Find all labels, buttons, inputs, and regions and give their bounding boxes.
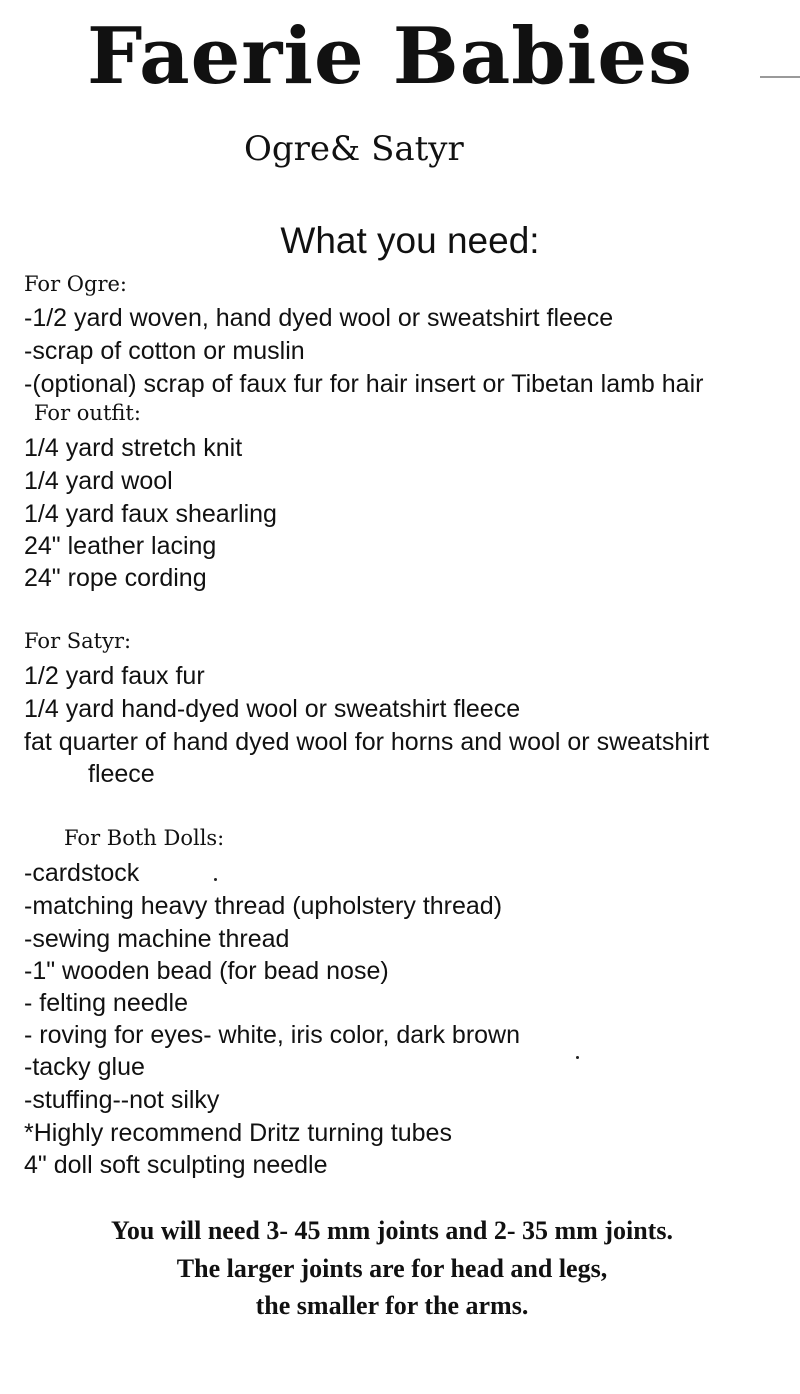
satyr-heading: For Satyr: bbox=[24, 629, 132, 653]
list-item: -scrap of cotton or muslin bbox=[24, 337, 305, 365]
list-item: -1" wooden bead (for bead nose) bbox=[24, 957, 389, 985]
list-item: 4" doll soft sculpting needle bbox=[24, 1151, 328, 1179]
page-subtitle: Ogre& Satyr bbox=[244, 129, 464, 169]
list-item: fat quarter of hand dyed wool for horns and wool or sweatshirt bbox=[24, 728, 710, 756]
list-item: -cardstock bbox=[24, 859, 140, 887]
section-heading: What you need: bbox=[280, 220, 540, 261]
list-item: -(optional) scrap of faux fur for hair insert or Tibetan lamb hair bbox=[24, 370, 704, 398]
footer-note-line-2: The larger joints are for head and legs, bbox=[176, 1254, 608, 1283]
list-item: 1/2 yard faux fur bbox=[24, 662, 205, 690]
list-item-continuation: fleece bbox=[88, 760, 155, 788]
ogre-heading: For Ogre: bbox=[24, 272, 127, 296]
both-dolls-heading: For Both Dolls: bbox=[64, 826, 225, 850]
list-item: 1/4 yard hand-dyed wool or sweatshirt fleece bbox=[24, 695, 521, 723]
list-item: -matching heavy thread (upholstery thread) bbox=[24, 892, 503, 920]
outfit-heading: For outfit: bbox=[34, 401, 141, 425]
page-title: Faerie Babies bbox=[87, 11, 693, 102]
scan-mark bbox=[760, 76, 800, 78]
list-item: 1/4 yard stretch knit bbox=[24, 434, 243, 462]
list-item: -tacky glue bbox=[24, 1053, 145, 1081]
list-item: 24" rope cording bbox=[24, 564, 207, 592]
scan-speck bbox=[214, 878, 217, 881]
footer-note-line-1: You will need 3- 45 mm joints and 2- 35 mm joints. bbox=[111, 1216, 673, 1245]
scan-speck bbox=[576, 1056, 579, 1059]
footer-note-line-3: the smaller for the arms. bbox=[255, 1291, 529, 1320]
list-item: 1/4 yard wool bbox=[24, 467, 173, 495]
list-item: *Highly recommend Dritz turning tubes bbox=[24, 1119, 452, 1147]
list-item: 24" leather lacing bbox=[24, 532, 217, 560]
list-item: -stuffing--not silky bbox=[24, 1086, 220, 1114]
list-item: - felting needle bbox=[24, 989, 189, 1017]
list-item: -sewing machine thread bbox=[24, 925, 290, 953]
list-item: -1/2 yard woven, hand dyed wool or sweatshirt fleece bbox=[24, 304, 614, 332]
list-item: 1/4 yard faux shearling bbox=[24, 500, 277, 528]
list-item: - roving for eyes- white, iris color, dark brown bbox=[24, 1021, 521, 1049]
